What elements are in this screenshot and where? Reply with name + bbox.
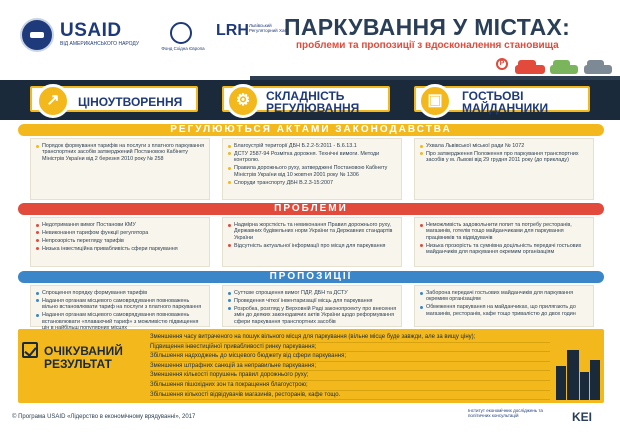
grey-car-icon: [584, 65, 612, 74]
category-label-guest-parking: ГОСТЬОВІ МАЙДАНЧИКИ: [462, 89, 549, 115]
gears-icon: ⚙: [226, 84, 260, 118]
list-item: Неможливість задовольнити попит та потребу ресторанів, магазинів, готелів тощо майданчиками для паркування працівників та відвідувачів: [419, 222, 589, 241]
proposals-col-complexity: [222, 285, 402, 327]
list-item: Заборона передачі гостьових майданчиків для паркування окремим організаціям: [419, 290, 589, 303]
section-title-proposals: ПРОПОЗИЦІЇ: [18, 271, 604, 283]
proposals-col-pricing: [30, 285, 210, 327]
partner-logos: [20, 18, 288, 54]
list-item: ДСТУ 2587-94 Розмітка дорожня. Технічні вимоги. Методи контролю.: [227, 151, 397, 164]
list-item: Суттєве спрощення вимог ПДР, ДБН та ДСТУ: [227, 290, 397, 296]
list-item: Надмірна жорсткість та невиконання Правил дорожнього руху, Державних будівельних норм України та Державних стандартів України: [227, 222, 397, 241]
regulation-col-pricing: [30, 138, 210, 200]
category-label-pricing: ЦІНОУТВОРЕННЯ: [78, 95, 183, 109]
list-item: Відсутність актуальної інформації про місця для паркування: [227, 243, 397, 249]
list-item: Надання органам місцевого самоврядування повноважень вільно встановлювати тариф на послуги з платного паркування: [35, 298, 205, 311]
lrh-logo: LRH: [216, 22, 249, 39]
usaid-seal-icon: [20, 18, 54, 52]
footer-copyright: © Програма USAID «Лідерство в економічному врядуванні», 2017: [12, 414, 196, 420]
list-item: Про затвердження Положення про паркування транспортних засобів у м. Львові від 29 грудня 2011 року (до прикладу): [419, 151, 589, 164]
red-car-icon: [515, 65, 545, 74]
bus-icon: ▣: [418, 84, 452, 118]
list-item: Непрозорість перегляду тарифів: [35, 238, 205, 244]
list-item: Проведення чіткої інвентаризації місць для паркування: [227, 298, 397, 304]
problems-col-pricing: [30, 217, 210, 267]
lrh-subtitle: Львівський Регуляторний Хаб: [249, 23, 288, 33]
category-label-regulation: СКЛАДНІСТЬ РЕГУЛЮВАННЯ: [266, 89, 360, 115]
expected-result-title: [44, 345, 123, 371]
regulation-col-complexity: [222, 138, 402, 200]
checkmark-icon: [22, 342, 38, 358]
result-item: Зменшення штрафних санкцій за неправильне паркування;: [150, 362, 550, 372]
ier-logo: Інститут економічних досліджень та політичних консультацій: [468, 408, 543, 418]
list-item: Низька прозорість та сумнівна доцільність передачі гостьових майданчиків для паркування окремим організаціям: [419, 243, 589, 256]
regulation-col-guest: [414, 138, 594, 200]
result-item: Збільшення надходжень до місцевого бюджету від сфери паркування;: [150, 352, 550, 362]
header: [0, 0, 620, 80]
section-title-problems: ПРОБЛЕМИ: [18, 203, 604, 215]
list-item: Низька інвестиційна привабливість сфери паркування: [35, 246, 205, 252]
result-title-line1: ОЧІКУВАНИЙ: [44, 344, 123, 358]
result-item: Підвищення інвестиційної привабливості ринку паркування;: [150, 343, 550, 353]
list-item: Невиконання тарифом функції регулятора: [35, 230, 205, 236]
list-item: Надання органам місцевого самоврядування повноважень встановлювати «плаваючий тариф» з можливістю підвищення: [35, 312, 205, 331]
result-title-line2: РЕЗУЛЬТАТ: [44, 357, 112, 371]
list-item: Розробка, розгляд у Верховній Раді законопроекту про внесення змін до деяких законодавчих актів України щодо реформування сфери паркування транспортних засобів: [227, 306, 397, 325]
fond-logo-icon: [170, 22, 192, 44]
green-car-icon: [550, 65, 578, 74]
section-title-regulation: РЕГУЛЮЮТЬСЯ АКТАМИ ЗАКОНОДАВСТВА: [18, 124, 604, 136]
list-item: Ухвала Львівської міської ради № 1072: [419, 143, 589, 149]
list-item: Правила дорожнього руху, затверджені Постановою Кабінету Міністрів України від 10 жовтня 2001 року № 1306: [227, 165, 397, 178]
list-item: Обмеження паркування на майданчиках, що прилягають до магазинів, ресторанів, кафе тощо тривалістю до двох годин: [419, 304, 589, 317]
list-item: Благоустрій території ДБН Б.2.2-5:2011 - Б.6.13.1: [227, 143, 397, 149]
list-item: Недотримання вимог Постанови КМУ: [35, 222, 205, 228]
problems-col-guest: [414, 217, 594, 267]
proposals-col-guest: [414, 285, 594, 327]
page-title: ПАРКУВАННЯ У МІСТАХ:: [284, 14, 571, 40]
chart-icon: ↗: [36, 84, 70, 118]
usaid-logo: USAID: [60, 20, 122, 41]
problems-col-complexity: [222, 217, 402, 267]
kei-logo: KEI: [572, 410, 593, 424]
result-item: Збільшення кількості відвідувачів магазинів, ресторанів, кафе тощо.: [150, 391, 550, 401]
list-item: Спрощення порядку формування тарифів: [35, 290, 205, 296]
expected-result-list: [150, 333, 550, 400]
page-subtitle: проблеми та пропозиції з вдосконалення становища: [296, 40, 559, 51]
usaid-subtitle: ВІД АМЕРИКАНСЬКОГО НАРОДУ: [60, 41, 140, 47]
list-item: Порядок формування тарифів на послуги з платного паркування транспортних засобів затверджений Постановою Кабінету Міністрів України від 2 березня 2010 року № 258: [35, 143, 205, 162]
list-item: Споруди транспорту ДБН В.2.3-15:2007: [227, 180, 397, 186]
result-item: Збільшення пішохідних зон та покращення благоустрою;: [150, 381, 550, 391]
result-item: Зменшення кількості порушень правил дорожнього руху;: [150, 371, 550, 381]
city-skyline-icon: [556, 346, 600, 400]
fond-logo-label: Фонд Східна Європа: [161, 46, 205, 51]
parking-sign-icon: P: [496, 58, 508, 70]
result-item: Зменшення часу витраченого на пошук вільного місця для паркування (вільне місце буде завжди, але за вищу ціну);: [150, 333, 550, 343]
